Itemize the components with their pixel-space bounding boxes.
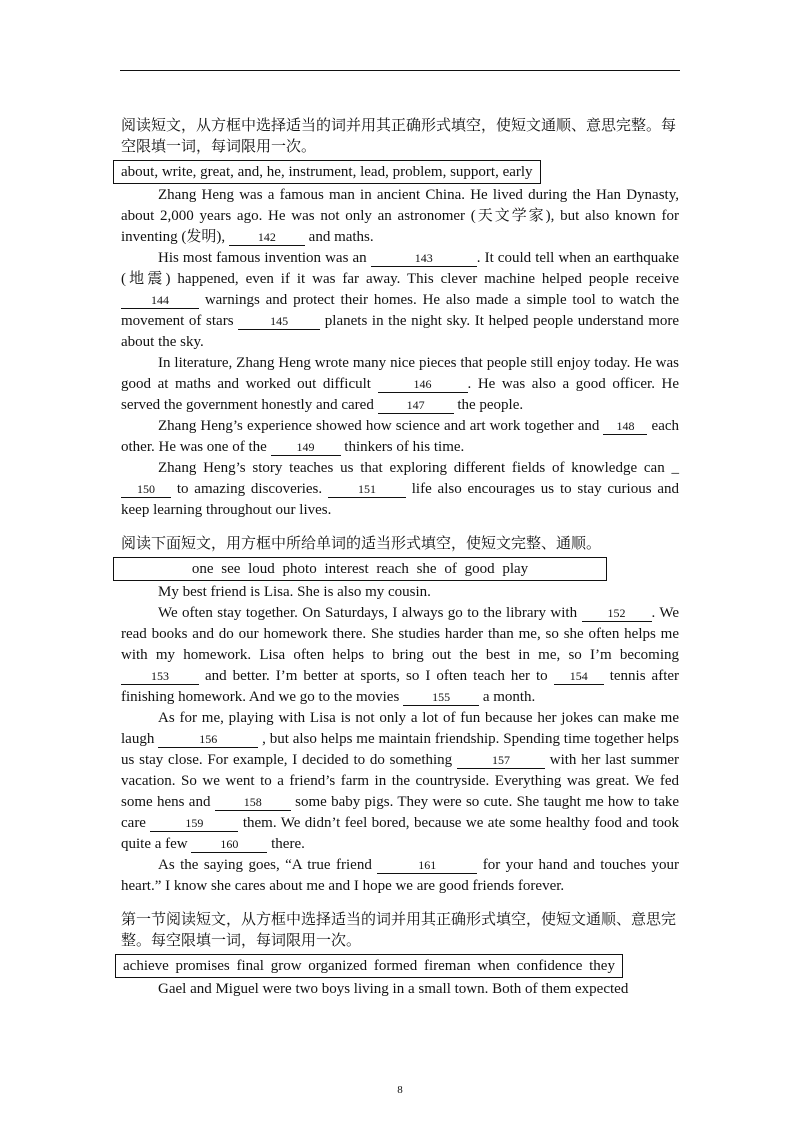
answer-blank[interactable]: 142 bbox=[229, 230, 305, 246]
section2-paragraph: As for me, playing with Lisa is not only a lot of fun because her jokes can make me laugh 156 , but also helps me maintain friendship. Spending time together helps us stay close. For example, I decided to do something 157 with her last summer vacation. So we went to a friend’s farm in the countryside. Everything was great. We fed some hens and 158 some baby pigs. They were so cute. She taught me how to take care 159 them. We didn’t feel bored, because we ate some healthy food and took quite a few 160 there. bbox=[121, 710, 680, 852]
answer-blank[interactable]: 147 bbox=[378, 398, 454, 414]
answer-blank[interactable]: 159 bbox=[150, 816, 238, 832]
answer-blank[interactable]: 151 bbox=[328, 482, 406, 498]
answer-blank[interactable]: 153 bbox=[121, 669, 199, 685]
section1-paragraph: In literature, Zhang Heng wrote many nice pieces that people still enjoy today. He was good at maths and worked out difficult 146 . He was also a good officer. He served the government honestly and cared 147 the people. bbox=[121, 355, 680, 413]
answer-blank[interactable]: 161 bbox=[377, 858, 477, 874]
page-content bbox=[121, 116, 679, 1000]
answer-blank[interactable]: 155 bbox=[403, 690, 479, 706]
section1-paragraph: Zhang Heng’s story teaches us that exploring different fields of knowledge can _ 150 to amazing discoveries. 151 life also encourages us to stay curious and keep learning throughout our lives. bbox=[121, 460, 680, 518]
section3-instruction: 第一节阅读短文，从方框中选择适当的词并用其正确形式填空，使短文通顺、意思完整。每空限填一词，每词限用一次。 bbox=[121, 912, 677, 949]
section1-paragraph: Zhang Heng’s experience showed how science and art work together and 148 each other. He was one of the 149 thinkers of his time. bbox=[121, 418, 680, 455]
page-number: 8 bbox=[397, 1084, 403, 1096]
section2-paragraph: We often stay together. On Saturdays, I always go to the library with 152 . We read books and do our homework there. She studies harder than me, so she often helps me with my homework. Lisa often helps to bring out the best in me, so I’m becoming 153 and better. I’m better at sports, so I often teach her to 154 tennis after finishing homework. And we go to the movies 155 a month. bbox=[121, 605, 680, 705]
answer-blank[interactable]: 156 bbox=[158, 732, 258, 748]
answer-blank[interactable]: 146 bbox=[378, 377, 468, 393]
section1-word-box: about, write, great, and, he, instrument, lead, problem, support, early bbox=[113, 160, 541, 184]
answer-blank[interactable]: 144 bbox=[121, 293, 199, 309]
section3-paragraph: Gael and Miguel were two boys living in a small town. Both of them expected bbox=[158, 981, 629, 997]
section1-paragraph: Zhang Heng was a famous man in ancient China. He lived during the Han Dynasty, about 2,000 years ago. He was not only an astronomer (天文学家), but also known for inventing (发明), 142 and maths. bbox=[121, 187, 679, 245]
header-rule bbox=[120, 70, 680, 71]
answer-blank[interactable]: 152 bbox=[582, 606, 652, 622]
answer-blank[interactable]: 148 bbox=[603, 419, 647, 435]
answer-blank[interactable]: 149 bbox=[271, 440, 341, 456]
answer-blank[interactable]: 154 bbox=[554, 669, 604, 685]
answer-blank[interactable]: 157 bbox=[457, 753, 545, 769]
answer-blank[interactable]: 158 bbox=[215, 795, 291, 811]
answer-blank[interactable]: 143 bbox=[371, 251, 477, 267]
section2-word-box: one see loud photo interest reach she of good play bbox=[113, 557, 607, 581]
section2-instruction: 阅读下面短文，用方框中所给单词的适当形式填空，使短文完整、通顺。 bbox=[121, 536, 602, 552]
section2-paragraph: My best friend is Lisa. She is also my cousin. bbox=[158, 584, 431, 600]
section3-word-box: achieve promises final grow organized formed fireman when confidence they bbox=[115, 954, 623, 978]
section1-paragraph: His most famous invention was an 143 . It could tell when an earthquake (地震) happened, even if it was far away. This clever machine helped people receive 144 warnings and protect their homes. He also made a simple tool to watch the movement of stars 145 planets in the night sky. It helped people understand more about the sky. bbox=[121, 250, 680, 350]
section1-instruction: 阅读短文，从方框中选择适当的词并用其正确形式填空，使短文通顺、意思完整。每空限填一词，每词限用一次。 bbox=[121, 118, 677, 155]
answer-blank[interactable]: 145 bbox=[238, 314, 320, 330]
section2-paragraph: As the saying goes, “A true friend 161 for your hand and touches your heart.” I know she cares about me and I hope we are good friends forever. bbox=[121, 857, 680, 894]
answer-blank[interactable]: 160 bbox=[191, 837, 267, 853]
answer-blank[interactable]: 150 bbox=[121, 482, 171, 498]
